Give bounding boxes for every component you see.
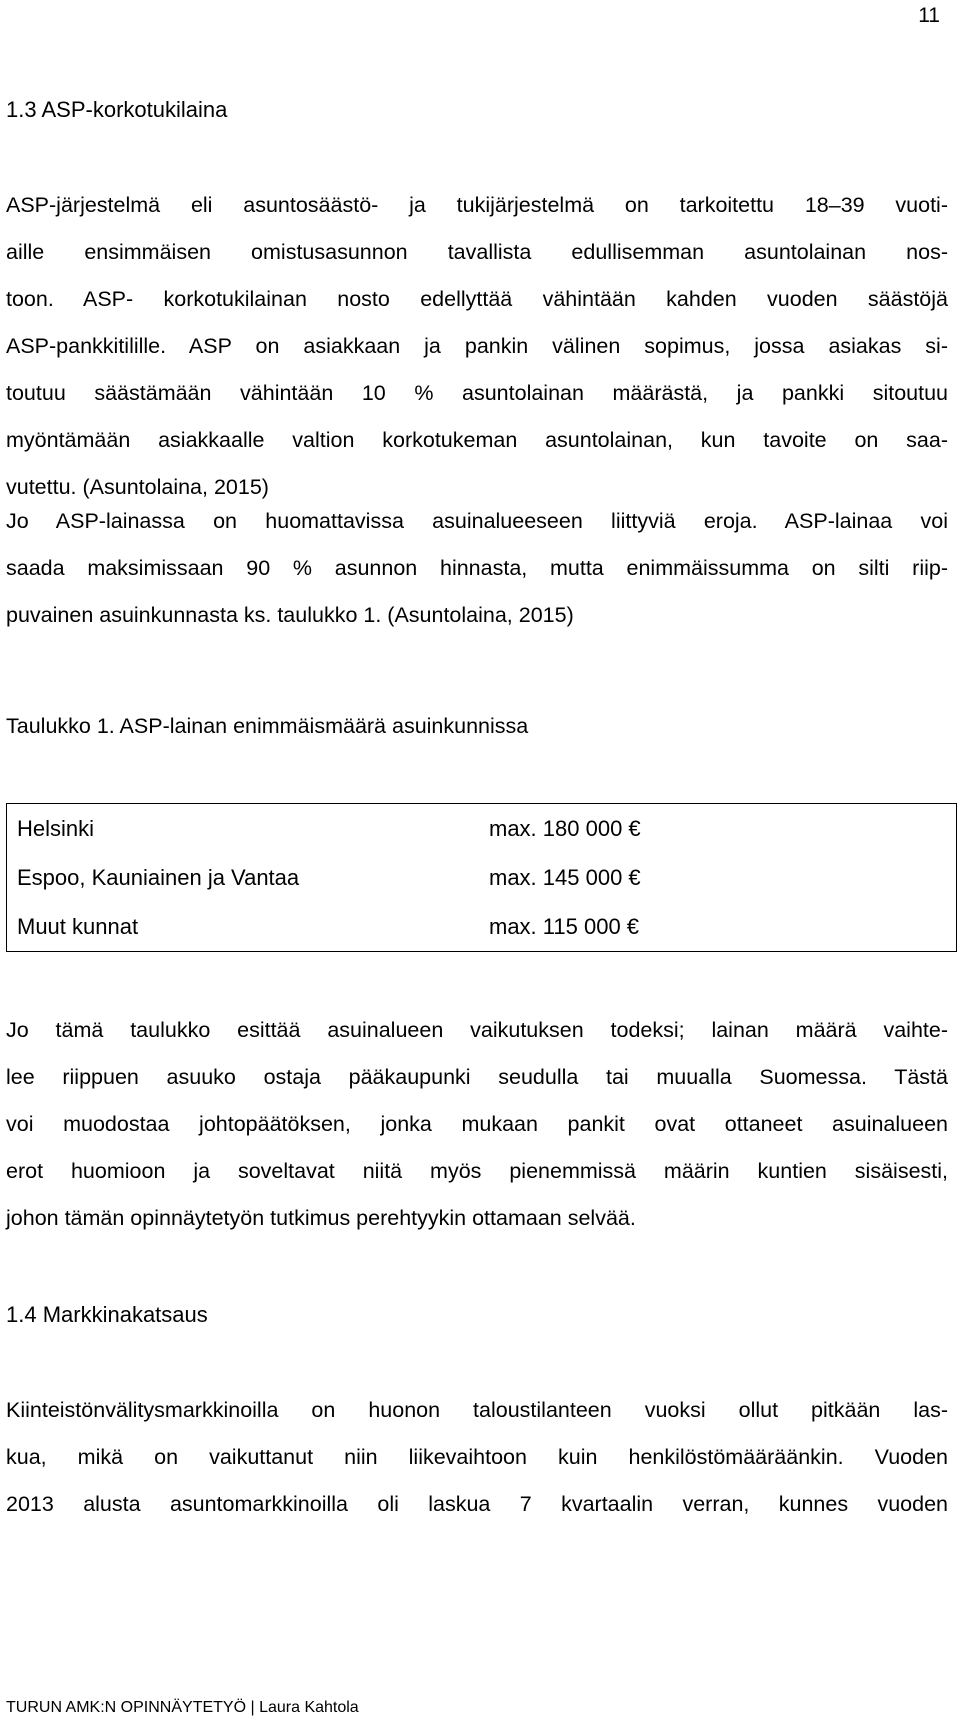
table-cell-amount: max. 145 000 €: [479, 853, 957, 902]
text-line: Jo ASP-lainassa on huomattavissa asuinalueeseen liittyviä eroja. ASP-lainaa voi: [6, 509, 948, 533]
table-cell-area: Muut kunnat: [7, 902, 480, 952]
table-cell-amount: max. 180 000 €: [479, 804, 957, 854]
section-heading-1-4: 1.4 Markkinakatsaus: [6, 1302, 208, 1327]
page-number: 11: [918, 4, 940, 27]
text-line: vutettu. (Asuntolaina, 2015): [6, 475, 269, 499]
text-line: puvainen asuinkunnasta ks. taulukko 1. (Asuntolaina, 2015): [6, 603, 574, 627]
text-line: saada maksimissaan 90 % asunnon hinnasta, mutta enimmäissumma on silti riip-: [6, 556, 948, 580]
text-line: ASP-pankkitilille. ASP on asiakkaan ja pankin välinen sopimus, jossa asiakas si-: [6, 334, 948, 358]
text-line: ASP-järjestelmä eli asuntosäästö- ja tukijärjestelmä on tarkoitettu 18–39 vuoti-: [6, 193, 948, 217]
text-line: aille ensimmäisen omistusasunnon tavallista edullisemman asuntolainan nos-: [6, 240, 948, 264]
text-line: toutuu säästämään vähintään 10 % asuntolainan määrästä, ja pankki sitoutuu: [6, 381, 948, 405]
text-line: lee riippuen asuuko ostaja pääkaupunki seudulla tai muualla Suomessa. Tästä: [6, 1065, 948, 1089]
paragraph-market-overview: [6, 1387, 948, 1528]
paragraph-table-conclusion: [6, 1007, 948, 1242]
text-line: myöntämään asiakkaalle valtion korkotukeman asuntolainan, kun tavoite on saa-: [6, 428, 948, 452]
table-cell-area: Espoo, Kauniainen ja Vantaa: [7, 853, 480, 902]
table-row: [7, 804, 957, 854]
page-footer: TURUN AMK:N OPINNÄYTETYÖ | Laura Kahtola: [6, 1699, 359, 1716]
text-line: toon. ASP- korkotukilainan nosto edellyttää vähintään kahden vuoden säästöjä: [6, 287, 948, 311]
text-line: voi muodostaa johtopäätöksen, jonka mukaan pankit ovat ottaneet asuinalueen: [6, 1112, 948, 1136]
text-line: Jo tämä taulukko esittää asuinalueen vaikutuksen todeksi; lainan määrä vaihte-: [6, 1018, 948, 1042]
paragraph-asp-system: [6, 182, 948, 511]
table-row: [7, 853, 957, 902]
table-cell-amount: max. 115 000 €: [479, 902, 957, 952]
table-caption: Taulukko 1. ASP-lainan enimmäismäärä asuinkunnissa: [6, 714, 529, 738]
text-line: kua, mikä on vaikuttanut niin liikevaihtoon kuin henkilöstömääräänkin. Vuoden: [6, 1445, 948, 1469]
table-cell-area: Helsinki: [7, 804, 480, 854]
paragraph-asp-regional: [6, 498, 948, 639]
text-line: erot huomioon ja soveltavat niitä myös pienemmissä määrin kuntien sisäisesti,: [6, 1159, 948, 1183]
section-heading-1-3: 1.3 ASP-korkotukilaina: [6, 97, 228, 122]
text-line: johon tämän opinnäytetyön tutkimus perehtyykin ottamaan selvää.: [6, 1206, 636, 1230]
asp-limit-table: [6, 803, 957, 952]
table-row: [7, 902, 957, 952]
text-line: Kiinteistönvälitysmarkkinoilla on huonon taloustilanteen vuoksi ollut pitkään las-: [6, 1398, 948, 1422]
text-line: 2013 alusta asuntomarkkinoilla oli laskua 7 kvartaalin verran, kunnes vuoden: [6, 1492, 948, 1516]
